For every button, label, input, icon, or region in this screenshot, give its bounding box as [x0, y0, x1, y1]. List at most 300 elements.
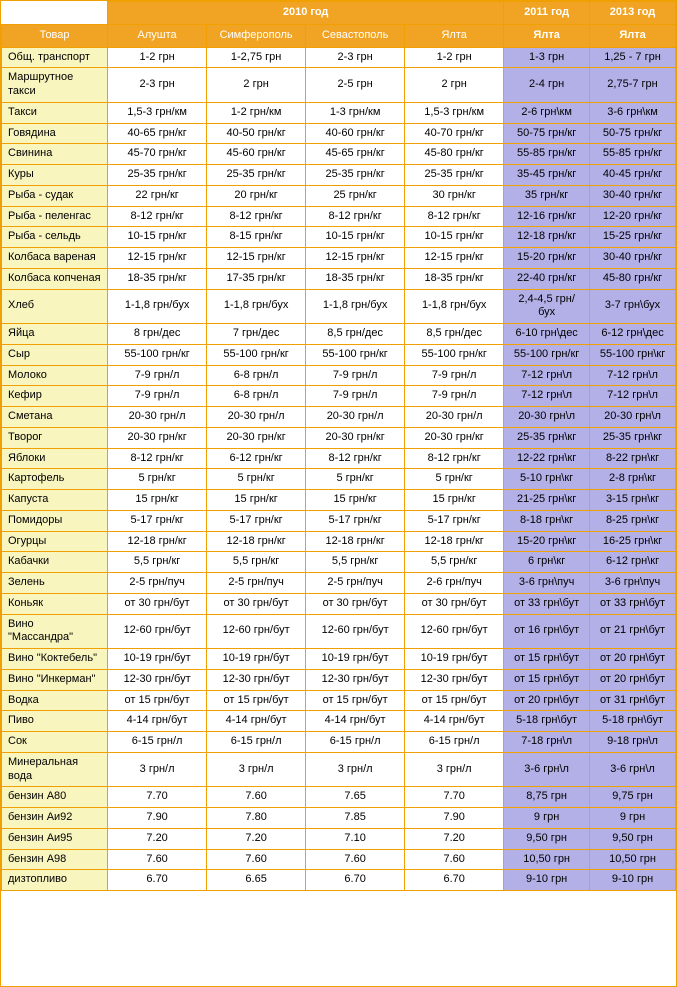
band-2013: 2013 год	[590, 2, 676, 25]
price-cell: 20-30 грн/кг	[405, 427, 504, 448]
price-cell-highlighted: 55-100 грн/кг	[504, 344, 590, 365]
price-cell: 1,5-3 грн/км	[108, 102, 207, 123]
table-row	[2, 165, 676, 186]
table-row	[2, 490, 676, 511]
table-row	[2, 849, 676, 870]
product-name-cell: Рыба - судак	[2, 185, 108, 206]
product-name-cell: бензин А98	[2, 849, 108, 870]
price-cell: 5 грн/кг	[306, 469, 405, 490]
product-name-cell: Минеральная вода	[2, 752, 108, 787]
product-name-cell: Общ. транспорт	[2, 47, 108, 68]
table-row	[2, 573, 676, 594]
price-cell-highlighted: 25-35 грн\кг	[590, 427, 676, 448]
price-cell-highlighted: 9 грн	[504, 808, 590, 829]
table-row	[2, 185, 676, 206]
price-cell-highlighted: 7-12 грн\л	[590, 365, 676, 386]
product-name-cell: Кефир	[2, 386, 108, 407]
price-cell: от 15 грн/бут	[207, 690, 306, 711]
price-cell: 2-3 грн	[306, 47, 405, 68]
price-cell-highlighted: 55-85 грн/кг	[590, 144, 676, 165]
price-cell: 1-3 грн/км	[306, 102, 405, 123]
product-name-cell: Яблоки	[2, 448, 108, 469]
price-cell-highlighted: от 16 грн\бут	[504, 614, 590, 649]
table-row	[2, 289, 676, 324]
price-cell: 7.60	[108, 849, 207, 870]
price-cell: 25-35 грн/кг	[108, 165, 207, 186]
price-cell: 7 грн/дес	[207, 324, 306, 345]
product-name-cell: Водка	[2, 690, 108, 711]
table-row	[2, 268, 676, 289]
price-cell-highlighted: 16-25 грн\кг	[590, 531, 676, 552]
price-cell-highlighted: 3-6 грн\км	[590, 102, 676, 123]
price-cell-highlighted: 55-100 грн\кг	[590, 344, 676, 365]
price-cell: 12-30 грн/бут	[108, 669, 207, 690]
price-cell: 7.20	[108, 828, 207, 849]
table-row	[2, 711, 676, 732]
price-cell: от 30 грн/бут	[108, 593, 207, 614]
header-yalta-2013: Ялта	[590, 24, 676, 47]
product-name-cell: дизтопливо	[2, 870, 108, 891]
table-row	[2, 248, 676, 269]
price-cell: 8-12 грн/кг	[108, 448, 207, 469]
price-cell: 12-15 грн/кг	[405, 248, 504, 269]
price-cell: 7.10	[306, 828, 405, 849]
price-cell: 7-9 грн/л	[108, 386, 207, 407]
price-cell-highlighted: 5-18 грн\бут	[590, 711, 676, 732]
price-cell: 8-12 грн/кг	[108, 206, 207, 227]
price-cell: 40-65 грн/кг	[108, 123, 207, 144]
price-cell-highlighted: 2-8 грн\кг	[590, 469, 676, 490]
price-cell-highlighted: 21-25 грн\кг	[504, 490, 590, 511]
product-name-cell: Картофель	[2, 469, 108, 490]
product-name-cell: Сыр	[2, 344, 108, 365]
price-cell-highlighted: 15-20 грн/кг	[504, 248, 590, 269]
product-name-cell: Рыба - сельдь	[2, 227, 108, 248]
price-cell: 5 грн/кг	[108, 469, 207, 490]
price-cell: 15 грн/кг	[306, 490, 405, 511]
price-cell-highlighted: от 33 грн\бут	[590, 593, 676, 614]
table-row	[2, 593, 676, 614]
price-cell: 20-30 грн/л	[108, 407, 207, 428]
price-cell-highlighted: 9-18 грн\л	[590, 732, 676, 753]
price-cell: от 30 грн/бут	[306, 593, 405, 614]
table-row	[2, 787, 676, 808]
price-cell: 5-17 грн/кг	[108, 510, 207, 531]
price-cell: 12-18 грн/кг	[306, 531, 405, 552]
price-cell: 1-2 грн	[108, 47, 207, 68]
price-cell: 5,5 грн/кг	[108, 552, 207, 573]
table-row	[2, 102, 676, 123]
price-cell-highlighted: 8,75 грн	[504, 787, 590, 808]
price-cell: 45-70 грн/кг	[108, 144, 207, 165]
product-name-cell: Кабачки	[2, 552, 108, 573]
table-row	[2, 427, 676, 448]
product-name-cell: Колбаса вареная	[2, 248, 108, 269]
price-cell-highlighted: 6-12 грн\дес	[590, 324, 676, 345]
price-cell-highlighted: от 20 грн\бут	[590, 649, 676, 670]
price-cell: от 15 грн/бут	[405, 690, 504, 711]
price-cell: 7-9 грн/л	[405, 386, 504, 407]
table-row	[2, 552, 676, 573]
price-cell: 5,5 грн/кг	[405, 552, 504, 573]
price-cell: 22 грн/кг	[108, 185, 207, 206]
table-row	[2, 828, 676, 849]
price-cell: 6-15 грн/л	[108, 732, 207, 753]
price-cell: 55-100 грн/кг	[108, 344, 207, 365]
price-cell: 1,5-3 грн/км	[405, 102, 504, 123]
table-row	[2, 870, 676, 891]
price-cell: 6-15 грн/л	[405, 732, 504, 753]
price-cell: от 15 грн/бут	[306, 690, 405, 711]
price-cell-highlighted: от 21 грн\бут	[590, 614, 676, 649]
price-cell: 20-30 грн/кг	[306, 427, 405, 448]
price-comparison-table	[1, 1, 676, 891]
price-cell-highlighted: 3-15 грн\кг	[590, 490, 676, 511]
price-cell-highlighted: 7-12 грн\л	[590, 386, 676, 407]
price-cell-highlighted: 6 грн\кг	[504, 552, 590, 573]
price-cell: 8,5 грн/дес	[306, 324, 405, 345]
band-blank-cell	[2, 2, 108, 25]
price-cell: 1-1,8 грн/бух	[405, 289, 504, 324]
price-cell: 8-12 грн/кг	[306, 448, 405, 469]
price-cell: 25 грн/кг	[306, 185, 405, 206]
table-row	[2, 47, 676, 68]
price-cell: 55-100 грн/кг	[306, 344, 405, 365]
header-sevastopol: Севастополь	[306, 24, 405, 47]
price-cell: 20-30 грн/кг	[108, 427, 207, 448]
year-band-row	[2, 2, 676, 25]
price-cell-highlighted: 3-7 грн\бух	[590, 289, 676, 324]
price-cell-highlighted: 20-30 грн\л	[504, 407, 590, 428]
price-cell-highlighted: 35 грн/кг	[504, 185, 590, 206]
header-yalta-2011: Ялта	[504, 24, 590, 47]
price-cell: 7.20	[405, 828, 504, 849]
table-row	[2, 365, 676, 386]
price-cell: 5-17 грн/кг	[306, 510, 405, 531]
price-cell: 5 грн/кг	[207, 469, 306, 490]
price-cell: 10-15 грн/кг	[306, 227, 405, 248]
price-cell-highlighted: 55-85 грн/кг	[504, 144, 590, 165]
price-cell: 7-9 грн/л	[405, 365, 504, 386]
price-cell: 2 грн	[405, 68, 504, 103]
product-name-cell: Колбаса копченая	[2, 268, 108, 289]
price-cell: 2-5 грн/пуч	[207, 573, 306, 594]
price-cell-highlighted: 40-45 грн/кг	[590, 165, 676, 186]
price-cell-highlighted: 45-80 грн/кг	[590, 268, 676, 289]
table-row	[2, 68, 676, 103]
price-cell: 5 грн/кг	[405, 469, 504, 490]
table-row	[2, 324, 676, 345]
table-body	[2, 47, 676, 891]
product-name-cell: Помидоры	[2, 510, 108, 531]
price-cell-highlighted: 15-20 грн\кг	[504, 531, 590, 552]
price-cell: 40-70 грн/кг	[405, 123, 504, 144]
price-cell-highlighted: 9,75 грн	[590, 787, 676, 808]
price-cell: 7.20	[207, 828, 306, 849]
price-cell-highlighted: 2,75-7 грн	[590, 68, 676, 103]
column-header-row	[2, 24, 676, 47]
price-cell: 12-18 грн/кг	[207, 531, 306, 552]
price-cell-highlighted: от 20 грн\бут	[504, 690, 590, 711]
price-cell: 1-2 грн	[405, 47, 504, 68]
header-simferopol: Симферополь	[207, 24, 306, 47]
table-row	[2, 690, 676, 711]
price-cell: 55-100 грн/кг	[405, 344, 504, 365]
price-cell: 10-15 грн/кг	[405, 227, 504, 248]
price-cell-highlighted: 6-10 грн\дес	[504, 324, 590, 345]
price-cell: 3 грн/л	[306, 752, 405, 787]
product-name-cell: Пиво	[2, 711, 108, 732]
product-name-cell: Яйца	[2, 324, 108, 345]
price-cell: 8-12 грн/кг	[306, 206, 405, 227]
price-cell: 2-6 грн/пуч	[405, 573, 504, 594]
price-cell-highlighted: 25-35 грн\кг	[504, 427, 590, 448]
table-row	[2, 752, 676, 787]
price-cell: 4-14 грн/бут	[405, 711, 504, 732]
price-cell: 8-12 грн/кг	[405, 206, 504, 227]
price-cell-highlighted: 22-40 грн/кг	[504, 268, 590, 289]
price-cell: 7.65	[306, 787, 405, 808]
price-cell-highlighted: 9-10 грн	[504, 870, 590, 891]
table-row	[2, 732, 676, 753]
table-row	[2, 386, 676, 407]
band-2010: 2010 год	[108, 2, 504, 25]
price-cell: 20-30 грн/кг	[207, 427, 306, 448]
product-name-cell: Творог	[2, 427, 108, 448]
price-cell-highlighted: 2-6 грн\км	[504, 102, 590, 123]
price-cell-highlighted: от 15 грн\бут	[504, 669, 590, 690]
price-cell: 6-8 грн/л	[207, 386, 306, 407]
price-cell-highlighted: 30-40 грн/кг	[590, 248, 676, 269]
price-cell: 6.70	[405, 870, 504, 891]
price-cell: 6.70	[108, 870, 207, 891]
product-name-cell: Хлеб	[2, 289, 108, 324]
price-cell: 2 грн	[207, 68, 306, 103]
table-row	[2, 510, 676, 531]
product-name-cell: Свинина	[2, 144, 108, 165]
price-cell-highlighted: 50-75 грн/кг	[590, 123, 676, 144]
price-cell: 4-14 грн/бут	[306, 711, 405, 732]
price-cell: 25-35 грн/кг	[306, 165, 405, 186]
price-cell: 4-14 грн/бут	[108, 711, 207, 732]
price-cell: 3 грн/л	[405, 752, 504, 787]
price-cell: 5-17 грн/кг	[207, 510, 306, 531]
price-cell-highlighted: от 33 грн\бут	[504, 593, 590, 614]
product-name-cell: Сметана	[2, 407, 108, 428]
price-cell: 1-2 грн/км	[207, 102, 306, 123]
price-cell: 3 грн/л	[207, 752, 306, 787]
price-cell: 6-15 грн/л	[306, 732, 405, 753]
product-name-cell: Коньяк	[2, 593, 108, 614]
price-cell-highlighted: 10,50 грн	[504, 849, 590, 870]
price-cell-highlighted: 15-25 грн/кг	[590, 227, 676, 248]
price-cell-highlighted: 3-6 грн\пуч	[504, 573, 590, 594]
price-cell: 7-9 грн/л	[306, 386, 405, 407]
price-cell: 3 грн/л	[108, 752, 207, 787]
price-cell: 1-1,8 грн/бух	[108, 289, 207, 324]
price-cell: 18-35 грн/кг	[306, 268, 405, 289]
price-cell: 1-1,8 грн/бух	[306, 289, 405, 324]
price-cell: 6-15 грн/л	[207, 732, 306, 753]
price-cell: 2-5 грн	[306, 68, 405, 103]
price-cell-highlighted: 7-12 грн\л	[504, 365, 590, 386]
price-cell-highlighted: 2-4 грн	[504, 68, 590, 103]
price-cell: от 30 грн/бут	[405, 593, 504, 614]
price-cell: 12-60 грн/бут	[207, 614, 306, 649]
table-row	[2, 531, 676, 552]
price-cell: 12-60 грн/бут	[108, 614, 207, 649]
table-row	[2, 614, 676, 649]
product-name-cell: Рыба - пеленгас	[2, 206, 108, 227]
price-cell-highlighted: 8-18 грн\кг	[504, 510, 590, 531]
price-cell: 12-60 грн/бут	[306, 614, 405, 649]
table-row	[2, 206, 676, 227]
product-name-cell: Капуста	[2, 490, 108, 511]
price-cell-highlighted: 9,50 грн	[504, 828, 590, 849]
table-row	[2, 649, 676, 670]
price-cell: 8-12 грн/кг	[207, 206, 306, 227]
price-cell: 5,5 грн/кг	[306, 552, 405, 573]
product-name-cell: бензин Аи95	[2, 828, 108, 849]
price-cell-highlighted: 5-10 грн\кг	[504, 469, 590, 490]
price-cell: 7.85	[306, 808, 405, 829]
price-cell: 10-19 грн/бут	[306, 649, 405, 670]
price-cell-highlighted: 30-40 грн/кг	[590, 185, 676, 206]
price-cell: 6-12 грн/кг	[207, 448, 306, 469]
price-cell-highlighted: от 31 грн\бут	[590, 690, 676, 711]
price-cell-highlighted: 9 грн	[590, 808, 676, 829]
price-cell: 12-30 грн/бут	[405, 669, 504, 690]
price-cell-highlighted: 50-75 грн/кг	[504, 123, 590, 144]
price-cell: 12-60 грн/бут	[405, 614, 504, 649]
price-cell-highlighted: 9,50 грн	[590, 828, 676, 849]
price-cell: 2-3 грн	[108, 68, 207, 103]
price-cell: 12-15 грн/кг	[207, 248, 306, 269]
price-cell: 20 грн/кг	[207, 185, 306, 206]
price-cell: 12-15 грн/кг	[306, 248, 405, 269]
price-cell-highlighted: от 20 грн\бут	[590, 669, 676, 690]
product-name-cell: Такси	[2, 102, 108, 123]
price-cell: 6-8 грн/л	[207, 365, 306, 386]
product-name-cell: Вино "Коктебель"	[2, 649, 108, 670]
price-cell: 15 грн/кг	[405, 490, 504, 511]
band-2011: 2011 год	[504, 2, 590, 25]
price-cell: 5,5 грн/кг	[207, 552, 306, 573]
price-cell-highlighted: 12-16 грн/кг	[504, 206, 590, 227]
price-cell: 12-30 грн/бут	[207, 669, 306, 690]
price-cell: 20-30 грн/л	[207, 407, 306, 428]
price-cell: 18-35 грн/кг	[405, 268, 504, 289]
price-cell: 7.60	[405, 849, 504, 870]
price-cell: 25-35 грн/кг	[207, 165, 306, 186]
table-row	[2, 344, 676, 365]
price-cell: 5-17 грн/кг	[405, 510, 504, 531]
header-product: Товар	[2, 24, 108, 47]
product-name-cell: Вино "Инкерман"	[2, 669, 108, 690]
price-cell: 8-15 грн/кг	[207, 227, 306, 248]
price-cell-highlighted: 3-6 грн\пуч	[590, 573, 676, 594]
price-cell-highlighted: 1,25 - 7 грн	[590, 47, 676, 68]
price-cell: 6.70	[306, 870, 405, 891]
price-cell: 4-14 грн/бут	[207, 711, 306, 732]
price-cell: 7.60	[207, 849, 306, 870]
price-cell-highlighted: 9-10 грн	[590, 870, 676, 891]
price-cell: 7.60	[306, 849, 405, 870]
price-cell-highlighted: 1-3 грн	[504, 47, 590, 68]
price-cell: 10-19 грн/бут	[108, 649, 207, 670]
price-cell-highlighted: от 15 грн\бут	[504, 649, 590, 670]
price-cell: 7-9 грн/л	[108, 365, 207, 386]
product-name-cell: Молоко	[2, 365, 108, 386]
price-cell-highlighted: 10,50 грн	[590, 849, 676, 870]
price-cell-highlighted: 12-18 грн/кг	[504, 227, 590, 248]
price-cell-highlighted: 12-20 грн/кг	[590, 206, 676, 227]
table-row	[2, 407, 676, 428]
price-cell: 12-30 грн/бут	[306, 669, 405, 690]
price-cell: 10-19 грн/бут	[207, 649, 306, 670]
table-row	[2, 448, 676, 469]
price-cell: 7.80	[207, 808, 306, 829]
price-cell: 10-19 грн/бут	[405, 649, 504, 670]
header-alushta: Алушта	[108, 24, 207, 47]
price-cell: 2-5 грн/пуч	[306, 573, 405, 594]
table-row	[2, 669, 676, 690]
price-cell: 12-15 грн/кг	[108, 248, 207, 269]
price-cell-highlighted: 3-6 грн\л	[590, 752, 676, 787]
price-cell: 25-35 грн/кг	[405, 165, 504, 186]
price-cell: 45-60 грн/кг	[207, 144, 306, 165]
header-yalta-2010: Ялта	[405, 24, 504, 47]
price-cell: 20-30 грн/л	[306, 407, 405, 428]
product-name-cell: Вино "Массандра"	[2, 614, 108, 649]
price-cell: 55-100 грн/кг	[207, 344, 306, 365]
price-cell: 20-30 грн/л	[405, 407, 504, 428]
price-cell: 40-50 грн/кг	[207, 123, 306, 144]
price-cell-highlighted: 12-22 грн\кг	[504, 448, 590, 469]
price-cell-highlighted: 35-45 грн/кг	[504, 165, 590, 186]
price-cell: 30 грн/кг	[405, 185, 504, 206]
price-cell: 1-1,8 грн/бух	[207, 289, 306, 324]
price-cell-highlighted: 20-30 грн\л	[590, 407, 676, 428]
price-cell: 1-2,75 грн	[207, 47, 306, 68]
price-cell: 7-9 грн/л	[306, 365, 405, 386]
product-name-cell: Огурцы	[2, 531, 108, 552]
price-cell: 8,5 грн/дес	[405, 324, 504, 345]
price-cell: 40-60 грн/кг	[306, 123, 405, 144]
product-name-cell: бензин Аи92	[2, 808, 108, 829]
product-name-cell: Зелень	[2, 573, 108, 594]
price-cell: 7.70	[108, 787, 207, 808]
price-cell: 2-5 грн/пуч	[108, 573, 207, 594]
product-name-cell: бензин А80	[2, 787, 108, 808]
product-name-cell: Сок	[2, 732, 108, 753]
price-cell: 7.90	[405, 808, 504, 829]
price-cell-highlighted: 3-6 грн\л	[504, 752, 590, 787]
price-cell: 7.70	[405, 787, 504, 808]
price-cell: 18-35 грн/кг	[108, 268, 207, 289]
table-row	[2, 123, 676, 144]
price-cell-highlighted: 7-12 грн\л	[504, 386, 590, 407]
table-row	[2, 144, 676, 165]
product-name-cell: Куры	[2, 165, 108, 186]
price-cell: 8 грн/дес	[108, 324, 207, 345]
price-cell: 15 грн/кг	[207, 490, 306, 511]
price-cell: 12-18 грн/кг	[405, 531, 504, 552]
price-cell: 15 грн/кг	[108, 490, 207, 511]
product-name-cell: Маршрутное такси	[2, 68, 108, 103]
price-cell: 10-15 грн/кг	[108, 227, 207, 248]
price-cell-highlighted: 2,4-4,5 грн/бух	[504, 289, 590, 324]
